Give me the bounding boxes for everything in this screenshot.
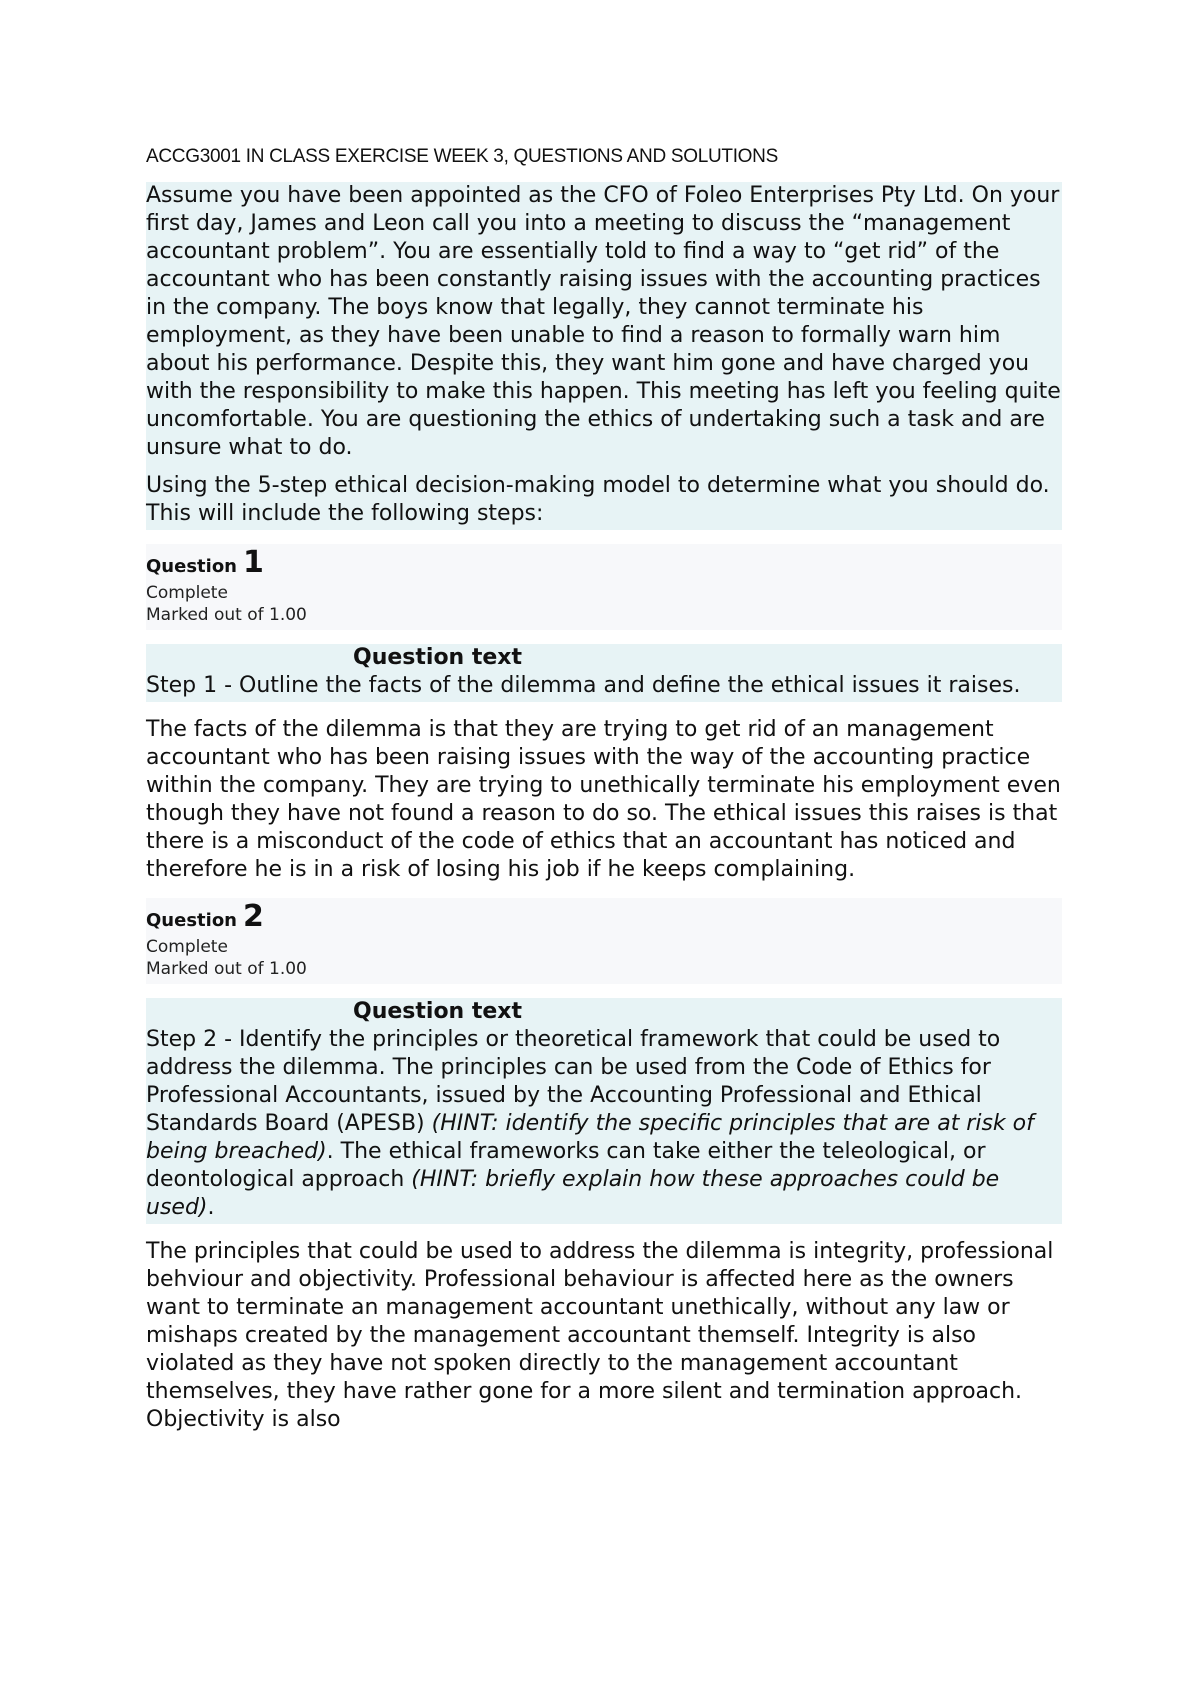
scenario-block	[146, 182, 1062, 530]
question-2-info	[146, 898, 1062, 984]
question-2-hint-2: (HINT: briefly explain how these approaches could be used)	[146, 1167, 1000, 1220]
question-2-text-part3: .	[207, 1195, 215, 1220]
question-label: Question	[146, 910, 237, 931]
question-grade: Marked out of 1.00	[146, 959, 307, 979]
question-1-answer: The facts of the dilemma is that they are trying to get rid of an management accountant who has been raising issues with the way of the accounting practice within the company. They are trying to unethically terminate his employment even though they have not found a reason to do so. The ethical issues this raises is that there is a misconduct of the code of ethics that an accountant has noticed and therefore he is in a risk of losing his job if he keeps complaining.	[146, 717, 1061, 882]
scenario-instruction: Using the 5-step ethical decision-making model to determine what you should do. This will include the following steps:	[146, 473, 1050, 526]
question-2-heading	[146, 899, 1062, 936]
document-page	[146, 146, 1062, 1448]
question-label: Question	[146, 556, 237, 577]
question-number: 2	[243, 899, 264, 934]
question-grade: Marked out of 1.00	[146, 605, 307, 625]
question-text-label: Question text	[353, 999, 523, 1024]
question-text-label: Question text	[353, 645, 523, 670]
document-title: ACCG3001 IN CLASS EXERCISE WEEK 3, QUESTIONS AND SOLUTIONS	[146, 146, 778, 167]
question-2-answer: The principles that could be used to address the dilemma is integrity, professional behviour and objectivity. Professional behaviour is affected here as the owners want to terminate an management accountant unethically, without any law or mishaps created by the management accountant themself. Integrity is also violated as they have not spoken directly to the management accountant themselves, they have rather gone for a more silent and termination approach. Objectivity is also	[146, 1239, 1054, 1432]
question-1-text: Step 1 - Outline the facts of the dilemma and define the ethical issues it raises.	[146, 673, 1021, 698]
question-2-hint-1: (HINT: identify the specific principles that are at risk of being breached)	[146, 1111, 1034, 1164]
question-2-text	[146, 1026, 1062, 1222]
question-number: 1	[243, 545, 264, 580]
question-2-text-block	[146, 998, 1062, 1224]
question-2-text-part1: Step 2 - Identify the principles or theoretical framework that could be used to address the dilemma. The principles can be used from the Code of Ethics for Professional Accountants, issued by the Accounting Professional and Ethical Standards Board (APESB)	[146, 1027, 1001, 1136]
scenario-paragraph: Assume you have been appointed as the CFO of Foleo Enterprises Pty Ltd. On your first day, James and Leon call you into a meeting to discuss the “management accountant problem”. You are essentially told to find a way to “get rid” of the accountant who has been constantly raising issues with the accounting practices in the company. The boys know that legally, they cannot terminate his employment, as they have been unable to find a reason to formally warn him about his performance. Despite this, they want him gone and have charged you with the responsibility to make this happen. This meeting has left you feeling quite uncomfortable. You are questioning the ethics of undertaking such a task and are unsure what to do.	[146, 183, 1061, 460]
question-state: Complete	[146, 583, 228, 603]
question-1-heading	[146, 545, 1062, 582]
question-1-info	[146, 544, 1062, 630]
question-2-text-part2: . The ethical frameworks can take either the teleological, or deontological approach	[146, 1139, 986, 1192]
question-1-text-block	[146, 644, 1062, 702]
question-state: Complete	[146, 937, 228, 957]
